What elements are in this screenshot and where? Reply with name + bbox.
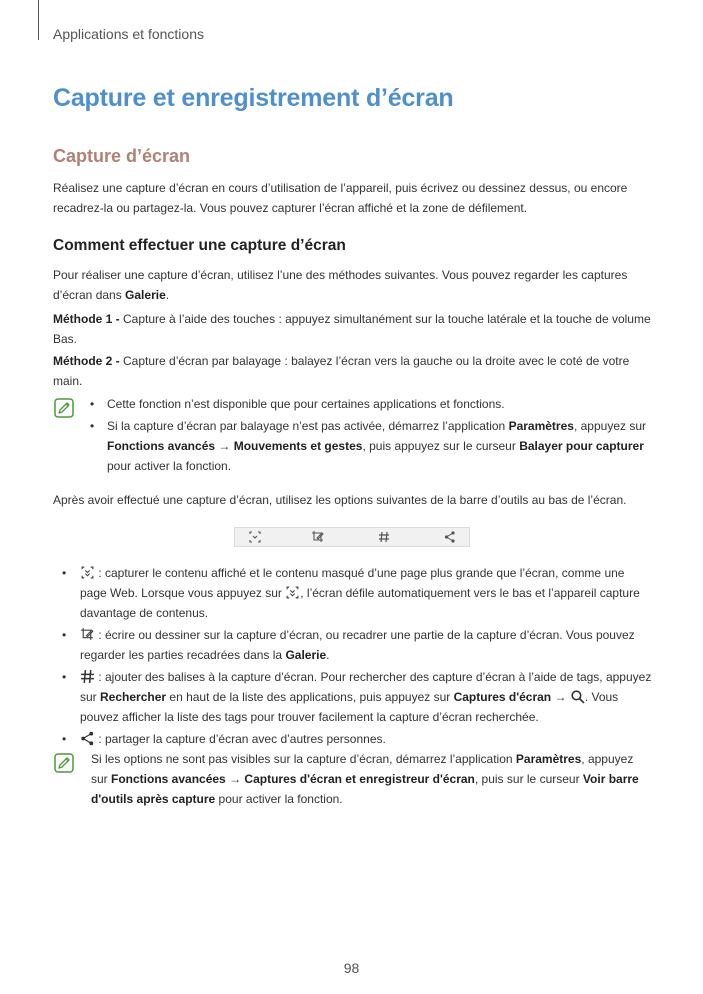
note1-text: , puis appuyez sur le curseur <box>362 439 520 453</box>
note1-item-2 <box>107 416 652 476</box>
howto-paragraph <box>53 265 653 305</box>
method-2-text: Capture d’écran par balayage : balayez l’écran vers la gauche ou la droite avec le coté de votre main. <box>53 354 630 388</box>
note2-text: Si les options ne sont pas visibles sur la capture d’écran, démarrez l’application <box>91 752 516 766</box>
note1-text: pour activer la fonction. <box>107 459 232 473</box>
fonctions-avancees-label: Fonctions avancées <box>111 772 226 786</box>
option-bullet-3: • <box>62 670 67 684</box>
parametres-label: Paramètres <box>515 752 582 766</box>
captures-enregistreur-label: Captures d'écran et enregistreur d'écran <box>244 772 475 786</box>
howto-heading: Comment effectuer une capture d’écran <box>53 237 346 254</box>
intro-paragraph <box>53 178 653 218</box>
option-3-text: . Vous pouvez afficher la liste des tags pour trouver facilement la capture d’écran recherchée. <box>80 690 619 724</box>
rechercher-label: Rechercher <box>100 690 167 704</box>
after-paragraph <box>53 490 653 510</box>
scroll-capture-icon <box>248 530 262 544</box>
note1-text: , appuyez sur <box>573 419 646 433</box>
howto-text: Pour réaliser une capture d’écran, utilisez l’une des méthodes suivantes. Vous pouvez regarder les captures d’écran dans <box>53 268 628 302</box>
scroll-capture-icon <box>80 565 95 580</box>
search-icon <box>570 689 585 704</box>
voir-barre-outils-label: Voir barre d'outils après capture <box>91 772 639 806</box>
option-tags <box>80 667 655 727</box>
after-text: Après avoir effectué une capture d’écran, utilisez les options suivantes de la barre d’outils au bas de l’écran. <box>53 493 627 507</box>
edit-crop-icon <box>80 627 95 642</box>
intro-text: Réalisez une capture d’écran en cours d’utilisation de l’appareil, puis écrivez ou dessinez dessus, ou encore recadrez-la ou partagez-la. Vous pouvez capturer l’écran affiché et la zone de défilement. <box>53 181 628 215</box>
page-number: 98 <box>343 960 360 976</box>
note1-bullet-1: • <box>90 397 95 411</box>
screenshot-toolbar <box>234 527 470 547</box>
method-1-text: Capture à l’aide des touches : appuyez simultanément sur la touche latérale et la touche de volume Bas. <box>53 312 651 346</box>
howto-end: . <box>165 288 170 302</box>
option-3-text: en haut de la liste des applications, puis appuyez sur <box>166 690 454 704</box>
option-1-text: , l’écran défile automatiquement vers le bas et l’appareil capture davantage de contenus. <box>80 586 640 620</box>
option-3-text: : ajouter des balises à la capture d’écran. Pour rechercher des capture d’écran à l’aide de tags, appuyez sur <box>80 670 652 704</box>
captures-ecran-label: Captures d'écran <box>453 690 552 704</box>
balayer-capturer-label: Balayer pour capturer <box>519 439 644 453</box>
method-1 <box>53 309 653 349</box>
option-2-text: . <box>326 648 330 662</box>
note1-item-1-text: Cette fonction n’est disponible que pour certaines applications et fonctions. <box>107 397 505 411</box>
option-4-text: : partager la capture d’écran avec d’autres personnes. <box>95 732 386 746</box>
option-bullet-2: • <box>62 628 67 642</box>
arrow: → <box>215 439 234 453</box>
edit-crop-icon <box>311 530 325 544</box>
page-title: Capture et enregistrement d’écran <box>53 84 454 112</box>
note-pencil-icon <box>54 753 74 773</box>
method-1-label: Méthode 1 - <box>53 312 120 326</box>
note2-paragraph <box>91 749 653 809</box>
option-scroll-capture <box>80 563 652 623</box>
note1-bullet-2: • <box>90 419 95 433</box>
note1-text: Si la capture d’écran par balayage n’est pas activée, démarrez l’application <box>107 419 509 433</box>
galerie-label: Galerie <box>125 288 166 302</box>
option-2-text: : écrire ou dessiner sur la capture d’écran, ou recadrer une partie de la capture d’écran. Vous pouvez regarder les parties recadrées dans la <box>80 628 635 662</box>
option-bullet-1: • <box>62 566 67 580</box>
tag-hash-icon <box>80 669 95 684</box>
tag-hash-icon <box>377 530 391 544</box>
parametres-label: Paramètres <box>508 419 574 433</box>
header-rule <box>38 0 39 40</box>
method-2 <box>53 351 653 391</box>
galerie-label: Galerie <box>285 648 327 662</box>
option-1-text: : capturer le contenu affiché et le contenu masqué d’une page plus grande que l’écran, comme une page Web. Lorsque vous appuyez sur <box>80 566 625 600</box>
method-2-label: Méthode 2 - <box>53 354 120 368</box>
note2-text: , appuyez sur <box>91 752 634 786</box>
share-icon <box>443 530 457 544</box>
section-header: Applications et fonctions <box>53 26 204 42</box>
share-icon <box>80 731 95 746</box>
option-bullet-4: • <box>62 732 67 746</box>
note1-item-1 <box>107 394 652 414</box>
mouvements-gestes-label: Mouvements et gestes <box>233 439 363 453</box>
section-subtitle: Capture d’écran <box>53 146 191 166</box>
note2-text: pour activer la fonction. <box>215 792 343 806</box>
note-pencil-icon <box>54 398 74 418</box>
fonctions-avances-label: Fonctions avancés <box>107 439 216 453</box>
option-edit-crop <box>80 625 652 665</box>
option-share <box>80 729 652 749</box>
arrow: → <box>551 690 570 704</box>
note2-text: , puis sur le curseur <box>474 772 583 786</box>
scroll-capture-icon <box>285 585 300 600</box>
arrow: → <box>225 772 245 786</box>
